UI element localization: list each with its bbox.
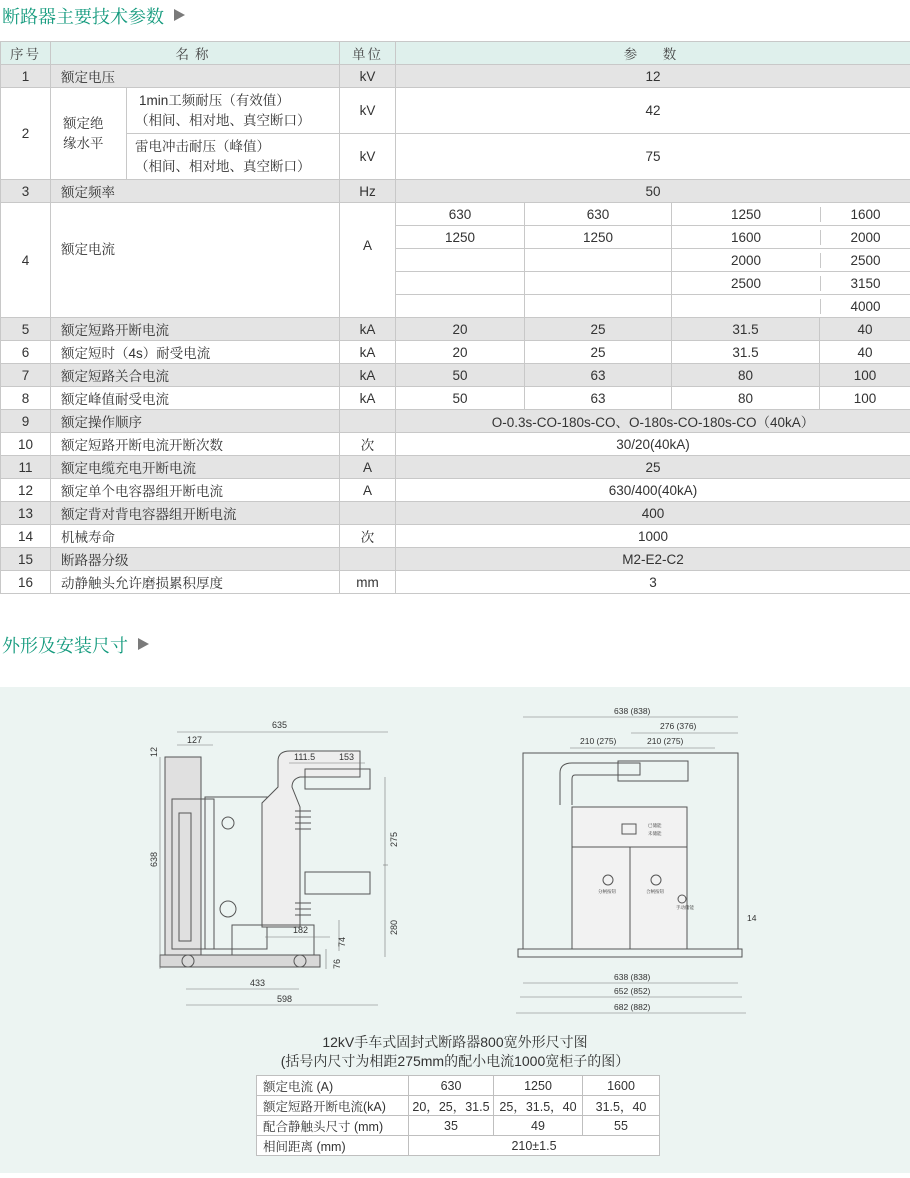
dim-label: 153 <box>339 752 354 762</box>
panel-label: 手动储能 <box>676 904 694 911</box>
table-row: 相间距离 (mm) 210±1.5 <box>257 1136 660 1156</box>
dim-label: 280 <box>389 920 399 935</box>
dim-label: 638 (838) <box>614 972 651 982</box>
dim-label: 14 <box>747 913 757 923</box>
table-row: 7 额定短路关合电流 kA 50 63 80 100 <box>1 364 910 387</box>
table-row: 6 额定短时（4s）耐受电流 kA 20 25 31.5 40 <box>1 341 910 364</box>
header-name: 名称 <box>51 42 340 65</box>
arm-loop <box>560 763 640 805</box>
panel-label: 分闸按钮 <box>598 888 616 895</box>
table-row: 2500 3150 <box>1 272 910 295</box>
dim-label: 182 <box>293 925 308 935</box>
table-row: 11 额定电缆充电开断电流 A 25 <box>1 456 910 479</box>
top-terminal <box>618 761 688 781</box>
dim-label: 598 <box>277 994 292 1004</box>
table-row: 9 额定操作顺序 O-0.3s-CO-180s-CO、O-180s-CO-180s-CO（40kA） <box>1 410 910 433</box>
panel-label: 合闸按钮 <box>646 888 664 895</box>
table-row: 16 动静触头允许磨损累积厚度 mm 3 <box>1 571 910 594</box>
pole-upper <box>262 751 360 927</box>
table-row: 1 额定电压 kV 12 <box>1 65 910 88</box>
dim-label: 433 <box>250 978 265 988</box>
dim-label: 638 (838) <box>614 706 651 716</box>
table-row: 3 额定频率 Hz 50 <box>1 180 910 203</box>
table-row: 5 额定短路开断电流 kA 20 25 31.5 40 <box>1 318 910 341</box>
side-hole <box>222 817 234 829</box>
dim-label: 275 <box>389 832 399 847</box>
triangle-icon <box>138 638 149 650</box>
side-view <box>160 751 370 967</box>
dim-label: 682 (882) <box>614 1002 651 1012</box>
dim-label: 111.5 <box>294 752 315 762</box>
table-row: 配合静触头尺寸 (mm) 35 49 55 <box>257 1116 660 1136</box>
lower-arm <box>305 872 370 894</box>
table-row: 15 断路器分级 M2-E2-C2 <box>1 548 910 571</box>
table-header <box>1 42 910 65</box>
front-base <box>518 949 742 957</box>
table-row: 额定电流 (A) 630 1250 1600 <box>257 1076 660 1096</box>
drawing-caption: 12kV手车式固封式断路器800宽外形尺寸图 (括号内尺寸为相距275mm的配小电流1000宽柜子的图） <box>0 1033 910 1071</box>
dim-label: 76 <box>332 959 342 969</box>
header-no: 序号 <box>1 42 51 65</box>
table-row: 2 额定绝缘水平 1min工频耐压（有效值） （相间、相对地、真空断口） kV 42 <box>1 88 910 134</box>
dim-label: 638 <box>149 852 159 867</box>
side-frame <box>165 757 201 957</box>
section-title-specs: 断路器主要技术参数 <box>2 3 185 29</box>
table-row: 14 机械寿命 次 1000 <box>1 525 910 548</box>
panel-label: 未储能 <box>648 830 662 837</box>
dim-label: 74 <box>337 937 347 947</box>
table-row: 12 额定单个电容器组开断电流 A 630/400(40kA) <box>1 479 910 502</box>
table-row: 4000 <box>1 295 910 318</box>
dim-label: 12 <box>149 747 159 757</box>
panel-label: 已储能 <box>648 822 662 829</box>
table-row: 13 额定背对背电容器组开断电流 400 <box>1 502 910 525</box>
specs-table <box>0 41 910 594</box>
table-row: 4 额定电流 A 630 630 1250 1600 <box>1 203 910 226</box>
front-view <box>518 753 742 957</box>
table-row: 10 额定短路开断电流开断次数 次 30/20(40kA) <box>1 433 910 456</box>
table-row: 2000 2500 <box>1 249 910 272</box>
contact-size-table <box>256 1075 660 1156</box>
table-row: 额定短路开断电流(kA) 20，25，31.5 25，31.5，40 31.5，40 <box>257 1096 660 1116</box>
side-hole <box>220 901 236 917</box>
table-row: 1250 1250 1600 2000 <box>1 226 910 249</box>
header-unit: 单位 <box>340 42 396 65</box>
table-row: 8 额定峰值耐受电流 kA 50 63 80 100 <box>1 387 910 410</box>
dim-label: 210 (275) <box>580 736 617 746</box>
section-title-dimensions: 外形及安装尺寸 <box>2 632 149 658</box>
dim-label: 652 (852) <box>614 986 651 996</box>
dim-label: 276 (376) <box>660 721 697 731</box>
dim-label: 635 <box>272 720 287 730</box>
dim-label: 127 <box>187 735 202 745</box>
row2-name: 额定绝缘水平 <box>63 114 115 154</box>
triangle-icon <box>174 9 185 21</box>
table-row: 雷电冲击耐压（峰值） （相间、相对地、真空断口） kV 75 <box>1 134 910 180</box>
dim-label: 210 (275) <box>647 736 684 746</box>
header-value: 参 数 <box>396 42 910 65</box>
